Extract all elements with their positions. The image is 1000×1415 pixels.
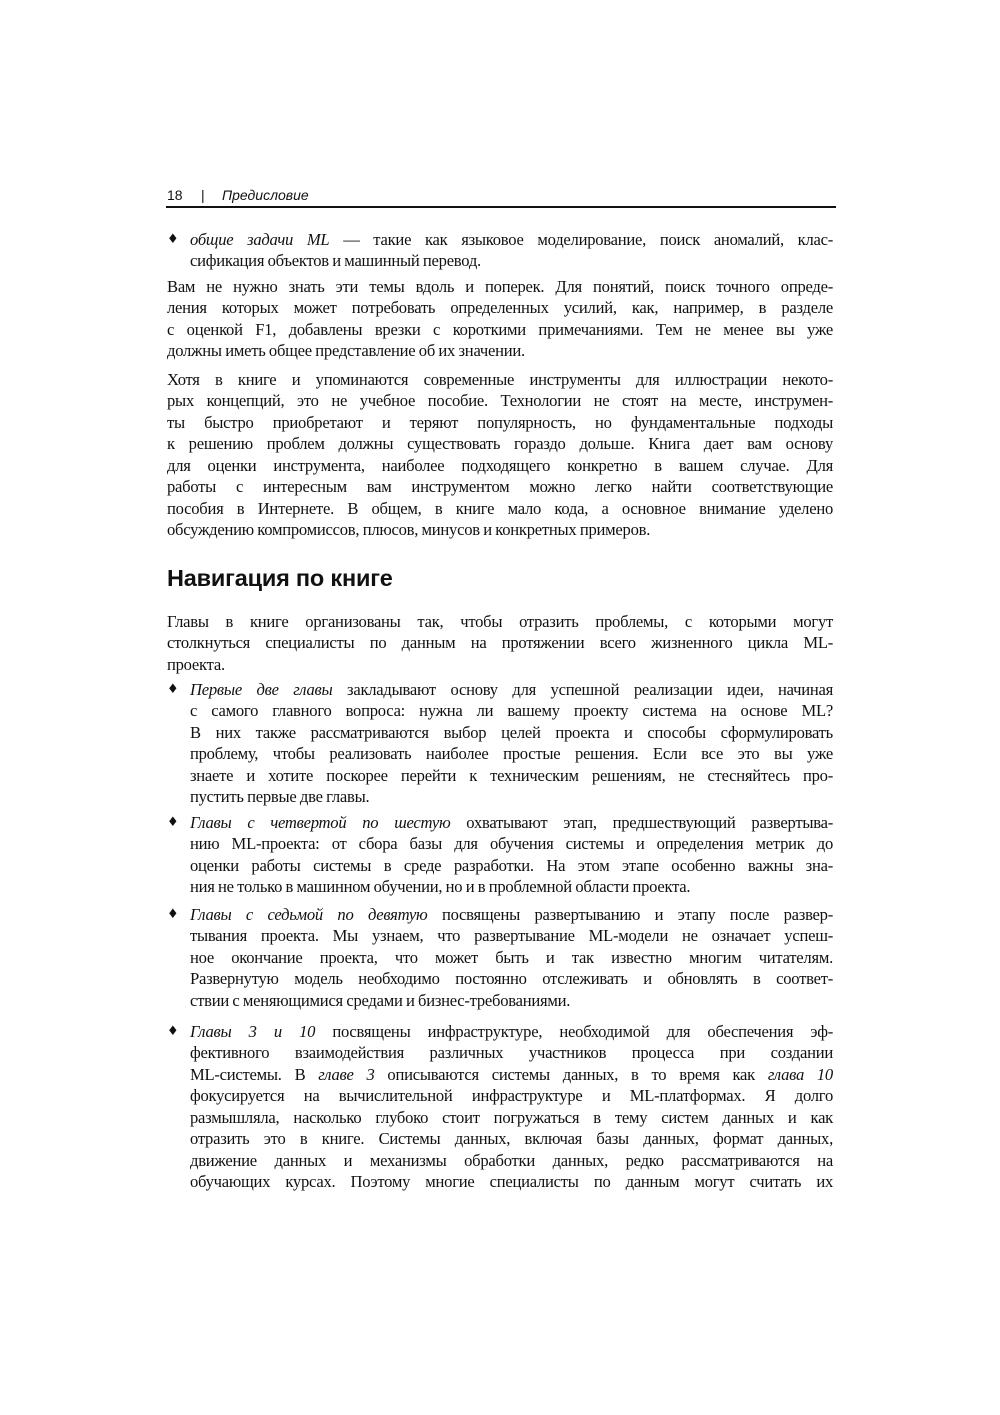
text: описываются системы данных, в то время как (374, 1064, 768, 1084)
text: проекта. (167, 654, 225, 674)
italic-text: глава 10 (767, 1064, 833, 1084)
text-line (167, 498, 833, 519)
text: фокусируется на вычислительной инфраструктуре и ML-платформах. Я долго (190, 1086, 833, 1106)
text-line (167, 654, 833, 675)
text: посвящены инфраструктуре, необходимой для обеспечения эф- (315, 1022, 833, 1041)
text: с самого главного вопроса: нужна ли вашему проекту система на основе ML? (190, 701, 833, 721)
text: посвящены развертыванию и этапу после развер- (427, 905, 833, 924)
bullet-item (167, 1021, 833, 1193)
text-line (190, 968, 833, 989)
text-line (190, 990, 833, 1011)
text-line (190, 1150, 833, 1171)
text: Вам не нужно знать эти темы вдоль и поперек. Для понятий, поиск точного опреде- (167, 277, 833, 296)
text-line (190, 743, 833, 764)
text: В них также рассматриваются выбор целей проекта и способы сформулировать (190, 722, 833, 742)
bullet-item (167, 904, 833, 1011)
text-line (190, 1042, 833, 1063)
bullet-diamond-icon: ♦ (167, 682, 179, 697)
text: с оценкой F1, добавлены врезки с короткими примечаниями. Тем не менее вы уже (167, 319, 833, 339)
text-line (167, 276, 833, 297)
text: ствии с меняющимися средами и бизнес-требованиями. (190, 990, 571, 1010)
bullet-item (167, 679, 833, 808)
text: ML-системы. В (190, 1064, 319, 1084)
text-line (167, 319, 833, 340)
text: ное окончание проекта, что может быть и так известно многим читателям. (190, 947, 833, 967)
paragraph (167, 369, 833, 541)
text-line (190, 904, 833, 925)
text: пособия в Интернете. В общем, в книге мало кода, а основное внимание уделено (167, 498, 833, 518)
text: обсуждению компромиссов, плюсов, минусов и конкретных примеров. (167, 520, 651, 540)
text: движение данных и механизмы обработки данных, редко рассматриваются на (190, 1150, 833, 1170)
text: размышляла, насколько глубоко стоит погружаться в тему систем данных и как (190, 1107, 833, 1127)
text-line (190, 876, 833, 897)
text-line (190, 1021, 833, 1042)
text-line (190, 855, 833, 876)
text-line (167, 519, 833, 540)
text-line (190, 812, 833, 833)
italic-text: Главы с четвертой по шестую (190, 813, 451, 832)
italic-text: Главы с седьмой по девятую (190, 905, 428, 924)
text: охватывают этап, предшествующий развертыва- (450, 813, 833, 832)
text: нию ML-проекта: от сбора базы для обучения системы и определения метрик до (190, 834, 833, 854)
section-title: Предисловие (222, 187, 309, 203)
text-line (167, 412, 833, 433)
text: ления которых может потребовать определенных усилий, как, например, в разделе (167, 298, 833, 318)
text: для оценки инструмента, наиболее подходящего конкретно в вашем случае. Для (167, 455, 833, 475)
text: знаете и хотите поскорее перейти к техническим решениям, не стесняйтесь про- (190, 765, 833, 785)
bullet-diamond-icon: ♦ (167, 1024, 179, 1039)
text: к решению проблем должны существовать гораздо дольше. Книга дает вам основу (167, 434, 833, 454)
text-line (190, 700, 833, 721)
text-line (190, 925, 833, 946)
text-line (167, 611, 833, 632)
bullet-diamond-icon: ♦ (167, 815, 179, 830)
bullet-item (167, 229, 833, 272)
text: рых концепций, это не учебное пособие. Технологии не стоят на месте, инструмен- (167, 391, 833, 411)
paragraph (167, 276, 833, 362)
text: столкнуться специалисты по данным на протяжении всего жизненного цикла ML- (167, 633, 833, 653)
text: оценки работы системы в среде разработки. На этом этапе особенно важны зна- (190, 855, 833, 875)
text-line (190, 1128, 833, 1149)
text-line (190, 833, 833, 854)
text-line (167, 455, 833, 476)
text: обучающих курсах. Поэтому многие специалисты по данным могут считать их (190, 1172, 833, 1192)
text-line (190, 1107, 833, 1128)
text: работы с интересным вам инструментом можно легко найти соответствующие (167, 477, 833, 497)
italic-text: Первые две главы (190, 680, 333, 699)
text-line (167, 476, 833, 497)
text-line (167, 369, 833, 390)
bullet-item (167, 812, 833, 898)
text: ты быстро приобретают и теряют популярность, но фундаментальные подходы (167, 412, 833, 432)
text: Главы в книге организованы так, чтобы отразить проблемы, с которыми могут (167, 612, 833, 631)
text: Хотя в книге и упоминаются современные инструменты для иллюстрации некото- (167, 370, 833, 389)
text: ния не только в машинном обучении, но и в проблемной области проекта. (190, 877, 691, 897)
text: Развернутую модель необходимо постоянно отслеживать и обновлять в соответ- (190, 969, 833, 989)
text-line (167, 340, 833, 361)
text-line (167, 433, 833, 454)
bullet-diamond-icon: ♦ (167, 907, 179, 922)
text: фективного взаимодействия различных участников процесса при создании (190, 1043, 833, 1063)
paragraph (167, 611, 833, 675)
text: закладывают основу для успешной реализации идеи, начиная (332, 680, 833, 699)
bullet-diamond-icon: ♦ (167, 232, 179, 247)
text-line (167, 632, 833, 653)
text-line (167, 297, 833, 318)
text-line (190, 786, 833, 807)
header-rule (166, 206, 836, 208)
italic-text: главе 3 (318, 1064, 375, 1084)
text-line (190, 229, 833, 250)
text-line (190, 722, 833, 743)
text-line (190, 679, 833, 700)
text-line (190, 1085, 833, 1106)
italic-text: общие задачи ML (190, 230, 330, 249)
text-line (190, 765, 833, 786)
text: сификация объектов и машинный перевод. (190, 251, 481, 271)
text: отразить это в книге. Системы данных, включая базы данных, формат данных, (190, 1129, 833, 1149)
text: пустить первые две главы. (190, 787, 370, 807)
text: тывания проекта. Мы узнаем, что развертывание ML-модели не означает успеш- (190, 926, 833, 946)
italic-text: Главы 3 и 10 (190, 1022, 316, 1041)
header-separator: | (201, 187, 205, 203)
text-line (167, 390, 833, 411)
page-number: 18 (167, 187, 183, 203)
text-line (190, 1064, 833, 1085)
text: — такие как языковое моделирование, поиск аномалий, клас- (329, 230, 834, 249)
section-heading: Навигация по книге (167, 565, 393, 591)
text-line (190, 947, 833, 968)
text-line (190, 250, 833, 271)
text-line (190, 1171, 833, 1192)
text: должны иметь общее представление об их значении. (167, 341, 525, 361)
text: проблему, чтобы реализовать наиболее простые решения. Если все это вы уже (190, 744, 833, 764)
